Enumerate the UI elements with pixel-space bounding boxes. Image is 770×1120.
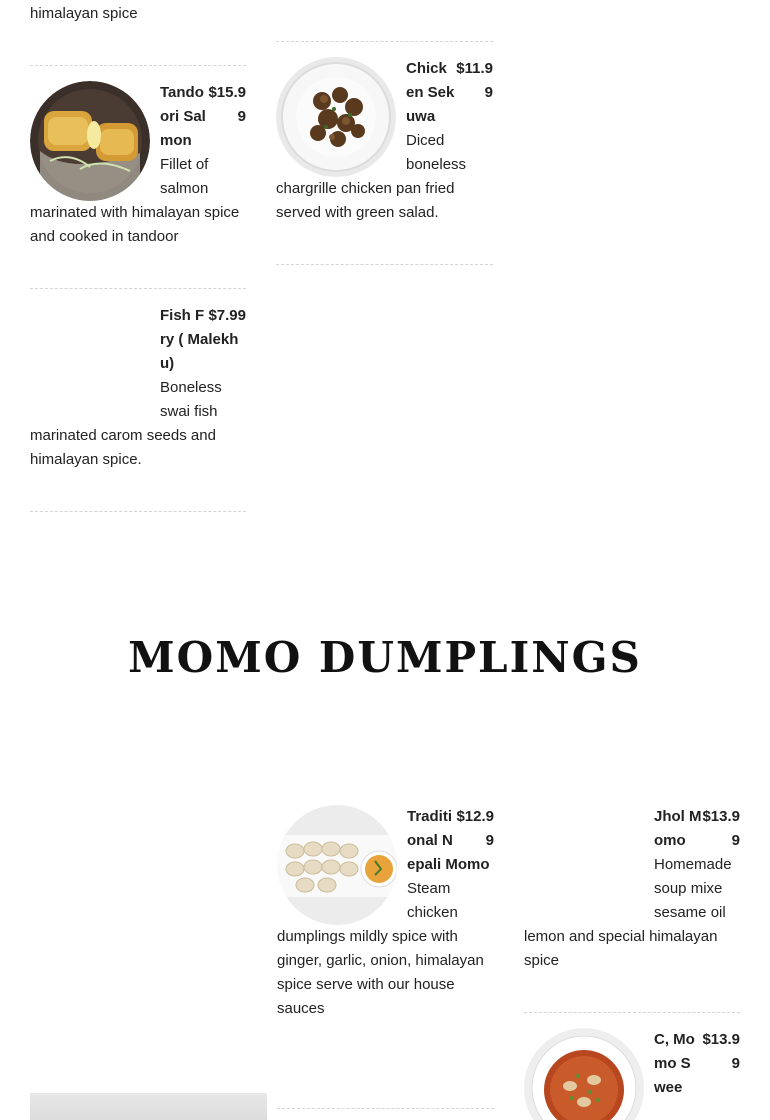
dumplings-plate-icon [277, 805, 397, 925]
menu-item-price: $13.99 [702, 1031, 740, 1072]
separator [30, 288, 246, 289]
menu-item-description: Steam chicken dumplings mildly spice with ginger, garlic, onion, himalayan spice serve with our house sauces [277, 880, 484, 1017]
menu-item-fish-fry[interactable] [30, 304, 246, 472]
separator [30, 511, 246, 512]
salmon-plate-icon [30, 81, 150, 201]
menu-item-name: Chicken Sekuwa [406, 60, 455, 125]
menu-item-price: $15.99 [208, 84, 246, 125]
menu-item-traditional-momo[interactable] [277, 805, 494, 1021]
menu-item-description: himalayan spice [30, 5, 138, 22]
menu-item-description: Fillet of salmon marinated with himalayan spice and cooked in tandoor [30, 156, 240, 245]
menu-item-image-placeholder [30, 304, 150, 424]
section-title: MOMO DUMPLINGS [128, 633, 642, 682]
menu-item-name: Fish Fry ( Malekhu) [160, 307, 239, 372]
menu-item-tandoori-salmon[interactable] [30, 81, 246, 249]
menu-item-price: $13.99 [702, 808, 740, 849]
menu-item-description: Boneless swai fish marinated carom seeds and himalayan spice. [30, 379, 222, 468]
separator [524, 1012, 740, 1013]
chicken-plate-icon [276, 57, 396, 177]
menu-item-name: C, Momo Swee [654, 1031, 695, 1096]
menu-item-price: $7.99 [208, 307, 246, 324]
menu-item-description: Homemade soup mixe sesame oil lemon and special himalayan spice [524, 856, 732, 969]
menu-item-description: Diced boneless chargrille chicken pan fried served with green salad. [276, 132, 467, 221]
menu-item-name: Jhol Momo [654, 808, 702, 849]
menu-item-name: Tandoori Salmon [160, 84, 206, 149]
menu-item-name: Traditional Nepali Momo [407, 808, 490, 873]
menu-item-jhol-momo[interactable] [524, 805, 740, 973]
separator [276, 41, 493, 42]
menu-item-c-momo[interactable] [524, 1028, 740, 1120]
menu-item-image [30, 1093, 267, 1120]
menu-item-chicken-sekuwa[interactable] [276, 57, 493, 225]
menu-item-image-placeholder [524, 805, 644, 925]
menu-item-fragment [30, 2, 246, 26]
menu-item-price: $11.99 [456, 60, 493, 101]
separator [276, 264, 493, 265]
separator [30, 65, 246, 66]
separator [277, 1108, 494, 1109]
menu-item-price: $12.99 [456, 808, 494, 849]
